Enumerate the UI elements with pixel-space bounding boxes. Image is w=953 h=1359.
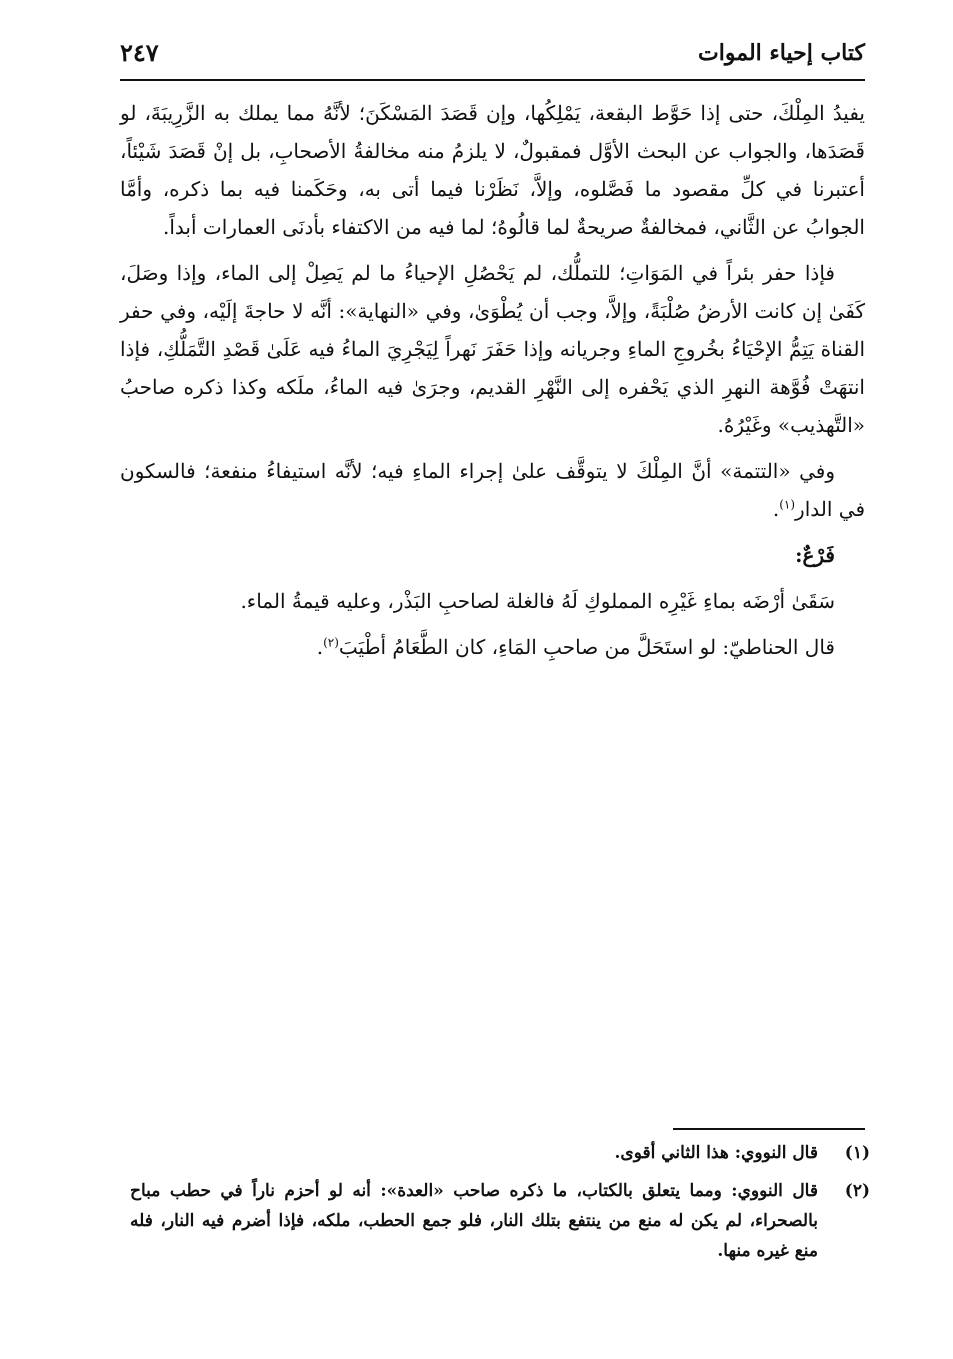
page-number: ٢٤٧ <box>120 38 159 67</box>
paragraph-1: يفيدُ المِلْكَ، حتى إذا حَوَّط البقعة، يَمْلِكُها، وإن قَصَدَ المَسْكَنَ؛ لأنَّهُ مما يملك به الزَّرِيبَةَ، لو قَصَدَها، والجواب عن البحث الأوَّل فمقبولٌ، لا يلزمُ منه مخالفةُ الأصحابِ، بل إنْ قَصَدَ شَيْئاً، أعتبرنا في كلِّ مقصود ما فَصَّلوه، وإلاَّ، نَظَرْنا فيما أتى به، وحَكَمنا فيه بما ذكره، وأمَّا الجوابُ عن الثَّاني، فمخالفةٌ صريحةٌ لما قالُوهُ؛ لما فيه من الاكتفاء بأدنَى العمارات أبداً. <box>120 101 865 239</box>
header-rule <box>120 79 865 81</box>
section-heading: فَرْعٌ: <box>795 543 835 567</box>
paragraph-3 <box>120 452 865 528</box>
paragraph-5-end: . <box>316 635 324 659</box>
paragraph-4: سَقَىٰ أرْضَه بماءِ غَيْرِه المملوكِ لَهُ فالغلة لصاحبِ البَذْر، وعليه قيمةُ الماء. <box>240 589 835 613</box>
footnote-text: قال النووي: هذا الثاني أقوى. <box>614 1143 818 1163</box>
paragraph-3-text: وفي «التتمة» أنَّ المِلْكَ لا يتوقَّف علىٰ إجراء الماءِ فيه؛ لأنَّه استيفاءُ منفعة؛ فالسكون في الدار <box>120 459 865 521</box>
footnote-ref-2[interactable]: (٢) <box>323 635 339 650</box>
paragraph-2: فإذا حفر بئراً في المَوَاتِ؛ للتملُّك، لم يَحْصُلِ الإحياءُ ما لم يَصِلْ إلى الماء، وإذا وصَلَ، كَفَىٰ إن كانت الأرضُ صُلْبَةً، وإلاَّ، وجب أن يُطْوَىٰ، وفي «النهاية»: أنَّه لا حاجةَ إلَيْه، وفي حفر القناة يَتِمُّ الإحْيَاءُ بخُروجِ الماءِ وجريانه وإذا حَفَرَ نَهراً لِيَجْرِيَ الماءُ فيه عَلَىٰ قَصْدِ التَّمَلُّكِ، فإذا انتهَتْ فُوَّهة النهرِ الذي يَحْفره إلى النَّهْرِ القديم، وجرَىٰ فيه الماءُ، ملَكه وكذا ذكره صاحبُ «التَّهذيب» وغَيْرُهُ. <box>120 261 865 437</box>
footnote-1 <box>130 1138 870 1168</box>
footnote-rule <box>673 1128 865 1130</box>
paragraph-3-end: . <box>772 497 780 521</box>
footnote-number: (٢) <box>844 1181 870 1201</box>
paragraph-5-text: قال الحناطيّ: لو استَحَلَّ من صاحبِ المَاءِ، كان الطَّعَامُ أطْيَبَ <box>338 635 835 659</box>
page-header <box>120 38 865 76</box>
footnote-text: قال النووي: ومما يتعلق بالكتاب، ما ذكره صاحب «العدة»: أنه لو أحزم ناراً في حطب مباح بالصحراء، لم يكن له منع من ينتفع بتلك النار، فلو جمع الحطب، ملكه، فإذا أضرم فيه النار، فله منع غيره منها. <box>130 1181 818 1261</box>
footnote-2 <box>130 1176 870 1266</box>
main-text <box>120 94 865 674</box>
running-title: كتاب إحياء الموات <box>698 40 865 66</box>
footnotes <box>130 1138 870 1274</box>
footnote-ref-1[interactable]: (١) <box>779 497 796 512</box>
footnote-number: (١) <box>844 1143 870 1163</box>
paragraph-5 <box>120 628 865 666</box>
